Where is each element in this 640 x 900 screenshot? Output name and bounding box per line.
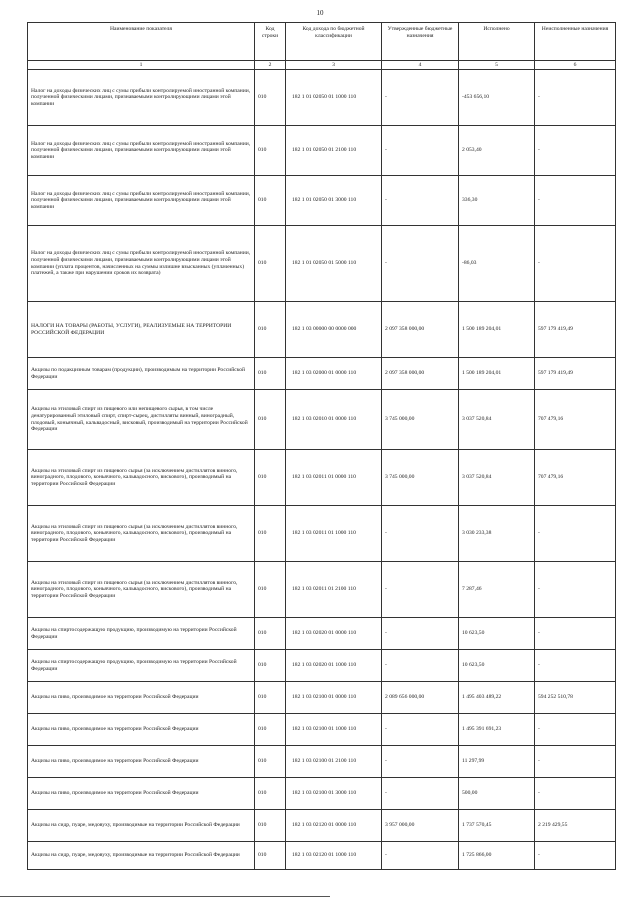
cell-kbk: 182 1 03 02020 01 1000 110 — [286, 650, 382, 682]
cell-name: Акцизы на пиво, производимое на территории Российской Федерации — [28, 746, 255, 778]
cell-approved: - — [382, 746, 459, 778]
cell-kbk: 182 1 03 02120 01 0000 110 — [286, 810, 382, 842]
cell-approved: - — [382, 176, 459, 226]
header-approved: Утвержденные бюджетные назначения — [382, 23, 459, 61]
cell-approved: - — [382, 618, 459, 650]
column-number: 5 — [459, 61, 535, 70]
cell-approved: - — [382, 70, 459, 126]
cell-kbk: 182 1 03 02010 01 0000 110 — [286, 390, 382, 450]
cell-approved: - — [382, 562, 459, 618]
table-row — [28, 842, 616, 870]
table-row — [28, 176, 616, 226]
table-row — [28, 302, 616, 358]
table-row — [28, 714, 616, 746]
cell-unexecuted: - — [535, 650, 616, 682]
cell-code: 010 — [255, 778, 286, 810]
cell-unexecuted: 597 179 419,49 — [535, 302, 616, 358]
cell-unexecuted: 707 479,16 — [535, 390, 616, 450]
table-row — [28, 650, 616, 682]
cell-executed: 1 500 189 204,01 — [459, 302, 535, 358]
cell-name: Акцизы на сидр, пуаре, медовуху, производимые на территории Российской Федерации — [28, 810, 255, 842]
cell-code: 010 — [255, 390, 286, 450]
cell-executed: 3 030 233,38 — [459, 506, 535, 562]
cell-code: 010 — [255, 302, 286, 358]
cell-name: Налог на доходы физических лиц с сумы прибыли контролируемой иностранной компании, полученной физическими лицами, признаваемыми контролирующими лицами этой компании (уплата процентов, начисленных на суммы излишне взысканных (уплаченных) платежей, а также при нарушении сроков их возврата) — [28, 226, 255, 302]
table-row — [28, 746, 616, 778]
cell-name: Акцизы на спиртосодержащую продукцию, производимую на территории Российской Федерации — [28, 650, 255, 682]
header-name: Наименование показателя — [28, 23, 255, 61]
cell-kbk: 182 1 03 02011 01 1000 110 — [286, 506, 382, 562]
cell-code: 010 — [255, 682, 286, 714]
table-row — [28, 450, 616, 506]
table-row — [28, 126, 616, 176]
column-number: 6 — [535, 61, 616, 70]
column-number-row — [28, 61, 616, 70]
page-number: 10 — [316, 9, 324, 17]
cell-code: 010 — [255, 618, 286, 650]
cell-code: 010 — [255, 226, 286, 302]
cell-unexecuted: - — [535, 618, 616, 650]
table-row — [28, 562, 616, 618]
cell-executed: 11 297,99 — [459, 746, 535, 778]
table-row — [28, 390, 616, 450]
cell-approved: - — [382, 778, 459, 810]
cell-kbk: 182 1 01 02050 01 3000 110 — [286, 176, 382, 226]
cell-executed: 7 287,46 — [459, 562, 535, 618]
cell-name: НАЛОГИ НА ТОВАРЫ (РАБОТЫ, УСЛУГИ), РЕАЛИЗУЕМЫЕ НА ТЕРРИТОРИИ РОССИЙСКОЙ ФЕДЕРАЦИИ — [28, 302, 255, 358]
cell-kbk: 182 1 03 02100 01 1000 110 — [286, 714, 382, 746]
cell-name: Акцизы на пиво, производимое на территории Российской Федерации — [28, 682, 255, 714]
cell-executed: 500,00 — [459, 778, 535, 810]
cell-executed: 3 037 520,84 — [459, 390, 535, 450]
cell-name: Налог на доходы физических лиц с сумы прибыли контролируемой иностранной компании, полученной физическими лицами, признаваемыми контролирующими лицами этой компании — [28, 70, 255, 126]
cell-executed: 2 053,40 — [459, 126, 535, 176]
cell-unexecuted: - — [535, 714, 616, 746]
table-row — [28, 358, 616, 390]
footer-divider — [0, 896, 330, 897]
cell-code: 010 — [255, 650, 286, 682]
cell-name: Акцизы на этиловый спирт из пищевого сырья (за исключением дистиллятов винного, виноградного, плодового, коньячного, кальвадосного, вискового), производимый на территории Российской Федерации — [28, 450, 255, 506]
cell-executed: 10 623,50 — [459, 618, 535, 650]
cell-approved: 2 097 358 000,00 — [382, 302, 459, 358]
cell-unexecuted: - — [535, 226, 616, 302]
header-unexecuted: Неисполненные назначения — [535, 23, 616, 61]
cell-kbk: 182 1 03 02011 01 0000 110 — [286, 450, 382, 506]
cell-code: 010 — [255, 714, 286, 746]
cell-code: 010 — [255, 126, 286, 176]
cell-executed: 1 725 866,00 — [459, 842, 535, 870]
cell-unexecuted: 597 179 419,49 — [535, 358, 616, 390]
cell-name: Акцизы на этиловый спирт из пищевого или непищевого сырья, в том числе денатурированный этиловый спирт, спирт-сырец, дистилляты винный, виноградный, плодовый, коньячный, кальвадосный, висковый, производимый на территории Российской Федерации — [28, 390, 255, 450]
cell-code: 010 — [255, 842, 286, 870]
cell-kbk: 182 1 03 02020 01 0000 110 — [286, 618, 382, 650]
cell-kbk: 182 1 01 02050 01 5000 110 — [286, 226, 382, 302]
cell-approved: 3 745 000,00 — [382, 450, 459, 506]
cell-approved: - — [382, 714, 459, 746]
cell-name: Налог на доходы физических лиц с сумы прибыли контролируемой иностранной компании, полученной физическими лицами, признаваемыми контролирующими лицами этой компании — [28, 126, 255, 176]
cell-kbk: 182 1 03 02100 01 3000 110 — [286, 778, 382, 810]
cell-code: 010 — [255, 70, 286, 126]
cell-unexecuted: - — [535, 506, 616, 562]
cell-code: 010 — [255, 562, 286, 618]
cell-code: 010 — [255, 746, 286, 778]
cell-kbk: 182 1 01 02050 01 1000 110 — [286, 70, 382, 126]
table-row — [28, 618, 616, 650]
header-budget-code: Код дохода по бюджетной классификации — [286, 23, 382, 61]
cell-approved: 3 957 000,00 — [382, 810, 459, 842]
cell-code: 010 — [255, 176, 286, 226]
header-line-code: Код строки — [255, 23, 286, 61]
cell-approved: 3 745 000,00 — [382, 390, 459, 450]
cell-unexecuted: - — [535, 70, 616, 126]
cell-executed: -453 656,10 — [459, 70, 535, 126]
cell-executed: -86,03 — [459, 226, 535, 302]
cell-unexecuted: - — [535, 746, 616, 778]
header-executed: Исполнено — [459, 23, 535, 61]
cell-unexecuted: - — [535, 176, 616, 226]
cell-approved: - — [382, 506, 459, 562]
column-number: 2 — [255, 61, 286, 70]
table-row — [28, 506, 616, 562]
cell-code: 010 — [255, 810, 286, 842]
cell-name: Акцизы на этиловый спирт из пищевого сырья (за исключением дистиллятов винного, виноградного, плодового, коньячного, кальвадосного, вискового), производимый на территории Российской Федерации — [28, 506, 255, 562]
cell-approved: - — [382, 842, 459, 870]
cell-kbk: 182 1 01 02050 01 2100 110 — [286, 126, 382, 176]
table-row — [28, 778, 616, 810]
cell-executed: 1 737 570,45 — [459, 810, 535, 842]
cell-unexecuted: - — [535, 126, 616, 176]
cell-name: Акцизы на сидр, пуаре, медовуху, производимые на территории Российской Федерации — [28, 842, 255, 870]
column-number: 4 — [382, 61, 459, 70]
cell-code: 010 — [255, 358, 286, 390]
cell-name: Акцизы по подакцизным товарам (продукции), производимым на территории Российской Федерации — [28, 358, 255, 390]
cell-unexecuted: - — [535, 562, 616, 618]
cell-approved: 2 097 358 000,00 — [382, 358, 459, 390]
cell-approved: - — [382, 126, 459, 176]
cell-unexecuted: - — [535, 778, 616, 810]
header-row — [28, 23, 616, 61]
cell-executed: 1 500 189 204,01 — [459, 358, 535, 390]
cell-name: Акцизы на пиво, производимое на территории Российской Федерации — [28, 714, 255, 746]
cell-kbk: 182 1 03 00000 00 0000 000 — [286, 302, 382, 358]
cell-kbk: 182 1 03 02100 01 2100 110 — [286, 746, 382, 778]
cell-unexecuted: 594 252 510,78 — [535, 682, 616, 714]
cell-unexecuted: 2 219 429,55 — [535, 810, 616, 842]
cell-name: Акцизы на этиловый спирт из пищевого сырья (за исключением дистиллятов винного, виноградного, плодового, коньячного, кальвадосного, вискового), производимый на территории Российской Федерации — [28, 562, 255, 618]
cell-name: Акцизы на пиво, производимое на территории Российской Федерации — [28, 778, 255, 810]
table-row — [28, 226, 616, 302]
cell-name: Акцизы на спиртосодержащую продукцию, производимую на территории Российской Федерации — [28, 618, 255, 650]
cell-code: 010 — [255, 506, 286, 562]
cell-unexecuted: - — [535, 842, 616, 870]
cell-executed: 10 623,50 — [459, 650, 535, 682]
table-row — [28, 682, 616, 714]
table-body — [28, 70, 616, 870]
cell-kbk: 182 1 03 02120 01 1000 110 — [286, 842, 382, 870]
cell-kbk: 182 1 03 02100 01 0000 110 — [286, 682, 382, 714]
cell-approved: - — [382, 226, 459, 302]
budget-execution-table — [27, 22, 616, 870]
cell-code: 010 — [255, 450, 286, 506]
cell-executed: 336,30 — [459, 176, 535, 226]
column-number: 1 — [28, 61, 255, 70]
cell-unexecuted: 707 479,16 — [535, 450, 616, 506]
table-row — [28, 810, 616, 842]
cell-kbk: 182 1 03 02011 01 2100 110 — [286, 562, 382, 618]
cell-approved: - — [382, 650, 459, 682]
column-number: 3 — [286, 61, 382, 70]
cell-kbk: 182 1 03 02000 01 0000 110 — [286, 358, 382, 390]
cell-approved: 2 089 656 000,00 — [382, 682, 459, 714]
cell-executed: 1 495 403 489,22 — [459, 682, 535, 714]
cell-executed: 3 037 520,84 — [459, 450, 535, 506]
table-row — [28, 70, 616, 126]
cell-name: Налог на доходы физических лиц с сумы прибыли контролируемой иностранной компании, полученной физическими лицами, признаваемыми контролирующими лицами этой компании — [28, 176, 255, 226]
cell-executed: 1 495 391 691,23 — [459, 714, 535, 746]
